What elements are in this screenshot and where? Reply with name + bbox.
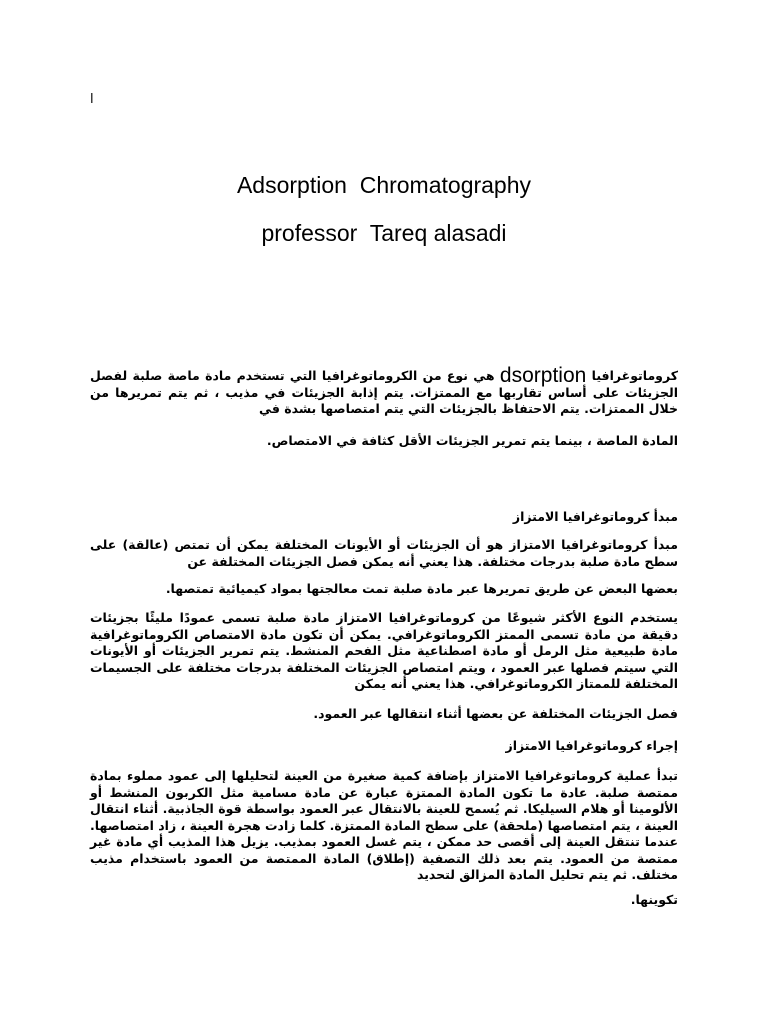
procedure-paragraph: تبدأ عملية كروماتوغرافيا الامتزاز بإضافة كمية صغيرة من العينة لتحليلها إلى عمود مملوء بمادة ممتصة صلبة. عادة ما تكون المادة الممتزة عبارة عن مادة مسامية مثل الكربون المنشط أو الألومينا أو هلام السيليكا. ثم يُسمح للعينة بالانتقال عبر العمود بواسطة قوة الجاذبية. أثناء انتقال العينة ، يتم امتصاصها (ملحقة) على سطح المادة الممتزة. كلما زادت هجرة العينة ، زاد امتصاصها. عندما تنتقل العينة إلى أقصى حد ممكن ، يتم غسل العمود بمذيب. يزيل هذا المذيب أي مادة غير ممتصة من العمود. يتم بعد ذلك التصفية (إطلاق) المادة الممتصة من العمود باستخدام مذيب مختلف. ثم يتم تحليل المادة المزالق لتحديد — [90, 768, 678, 882]
document-title: Adsorption Chromatography — [236, 172, 532, 198]
principle-paragraph: مبدأ كروماتوغرافيا الامتزاز هو أن الجزيئات أو الأيونات المختلفة يمكن أن تمتص (عالقة) على سطح مادة صلبة بدرجات مختلفة. هذا يعني أنه يمكن فصل الجزيئات المختلفة عن — [90, 537, 678, 569]
intro-text: هي نوع من الكروماتوغرافيا التي تستخدم مادة ماصة صلبة لفصل الجزيئات على أساس تقاربها مع الممتزات. يتم إذابة الجزيئات في مذيب ، ثم يتم تمريرها من خلال الممتزات. يتم الاحتفاظ بالجزيئات التي يتم امتصاصها بشدة في — [90, 368, 678, 416]
intro-paragraph — [90, 364, 678, 418]
details-last-line: فصل الجزيئات المختلفة عن بعضها أثناء انتقالها عبر العمود. — [313, 706, 678, 721]
page-mark: ا — [90, 92, 94, 107]
intro-big-word: dsorption — [499, 364, 587, 387]
intro-last-line: المادة الماصة ، بينما يتم تمرير الجزيئات الأقل كثافة في الامتصاص. — [266, 433, 678, 448]
principle-last-line: بعضها البعض عن طريق تمريرها عبر مادة صلبة تمت معالجتها بمواد كيميائية تمتصها. — [165, 581, 678, 596]
principle-heading: مبدأ كروماتوغرافيا الامتزاز — [512, 509, 678, 524]
document-author: professor Tareq alasadi — [261, 220, 507, 246]
procedure-heading: إجراء كروماتوغرافيا الامتزاز — [505, 738, 678, 753]
details-paragraph: يستخدم النوع الأكثر شيوعًا من كروماتوغرافيا الامتزاز مادة صلبة تسمى عمودًا مليئًا بجزيئات دقيقة من مادة تسمى الممتز الكروماتوغرافي. يمكن أن تكون مادة الامتصاص الكروماتوغرافية مادة طبيعية مثل الرمل أو مادة اصطناعية مثل الفحم المنشط. يتم تمرير الجزيئات أو الأيونات التي سيتم فصلها عبر العمود ، ويتم امتصاص الجزيئات المختلفة بدرجات مختلفة على الجسيمات المختلفة للممتاز الكروماتوغرافي. هذا يعني أنه يمكن — [90, 610, 678, 691]
procedure-last-line: تكوينها. — [630, 892, 678, 907]
intro-lead-word: كروماتوغرافيا — [591, 368, 678, 383]
